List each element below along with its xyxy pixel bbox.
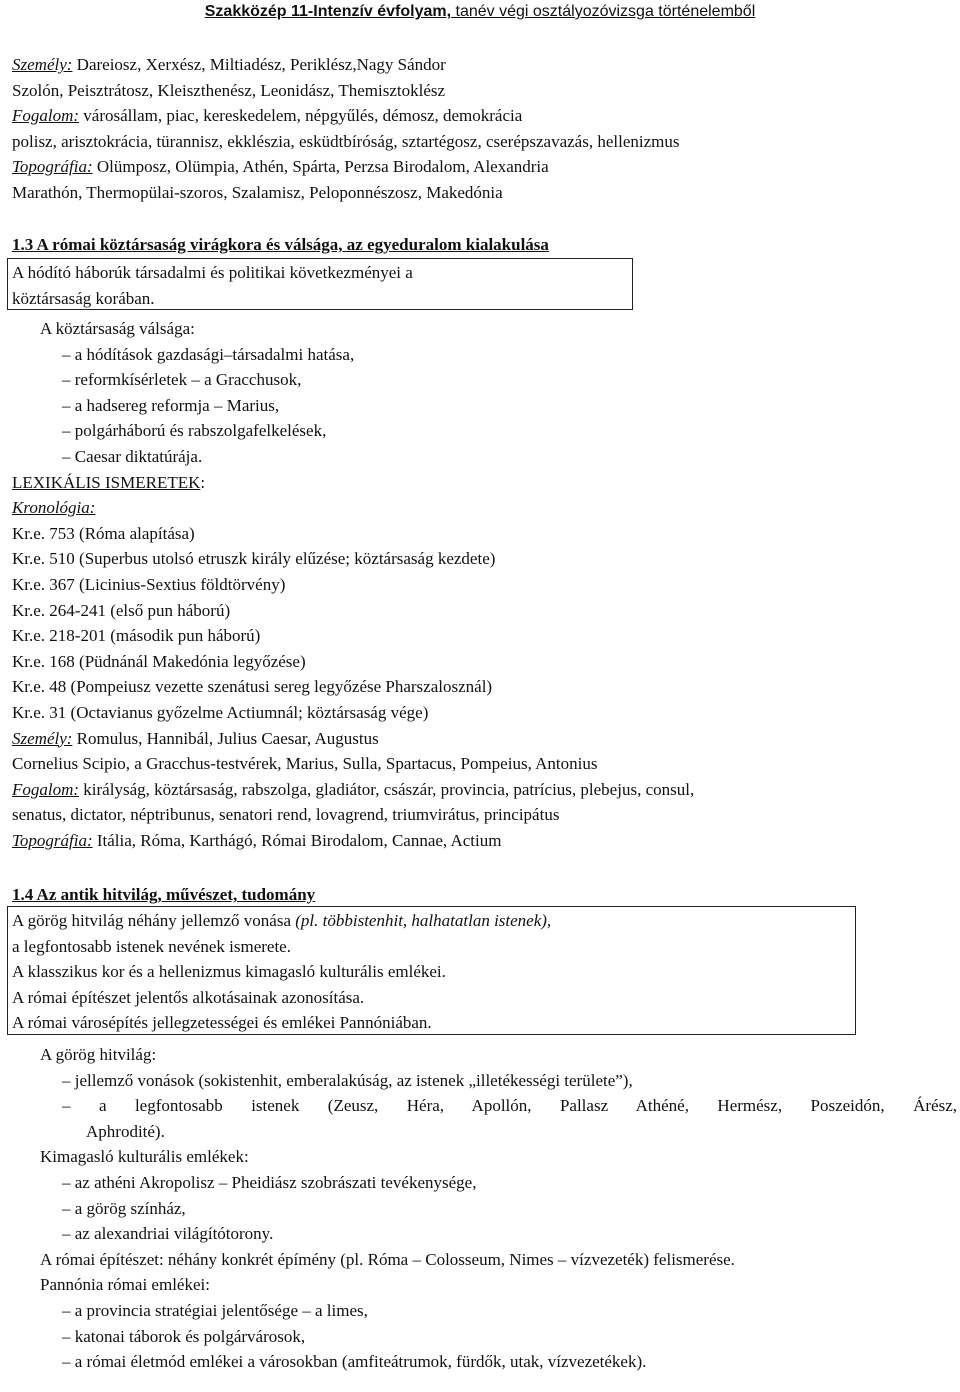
fogalom-label: Fogalom: xyxy=(12,779,80,799)
topografia-line: Topográfia: Itália, Róma, Karthágó, Római Birodalom, Cannae, Actium xyxy=(12,830,502,850)
pannonia-item: – a római életmód emlékei a városokban (amfiteátrumok, fürdők, utak, vízvezetékek). xyxy=(62,1352,647,1372)
chronology-item: Kr.e. 168 (Püdnánál Makedónia legyőzése) xyxy=(12,651,306,671)
szemely-label: Személy: xyxy=(12,55,73,74)
box-line: A görög hitvilág néhány jellemző vonása (pl. többistenhit, halhatatlan istenek), xyxy=(12,911,552,930)
section13-heading: 1.3 A római köztársaság virágkora és válsága, az egyeduralom kialakulása xyxy=(12,235,549,254)
pannonia-item: – a provincia stratégiai jelentősége – a limes, xyxy=(62,1300,368,1320)
chronology-item: Kr.e. 510 (Superbus utolsó etruszk király elűzése; köztársaság kezdete) xyxy=(12,549,496,569)
chronology-item: Kr.e. 48 (Pompeiusz vezette szenátusi sereg legyőzése Pharszalosznál) xyxy=(12,677,493,697)
epiteszet-line: A római építészet: néhány konkrét épímény (pl. Róma – Colosseum, Nimes – vízvezeték) felismerése. xyxy=(40,1249,735,1269)
box-line: A római városépítés jellegzetességei és emlékei Pannóniában. xyxy=(12,1013,432,1032)
section14-heading: 1.4 Az antik hitvilág, művészet, tudomány xyxy=(12,885,316,904)
section14-box xyxy=(7,906,856,1035)
kultura-item: – a görög színház, xyxy=(62,1198,186,1218)
chronology-item: Kr.e. 264-241 (első pun háború) xyxy=(12,600,231,620)
topografia-label: Topográfia: xyxy=(12,830,93,850)
topografia-label: Topográfia: xyxy=(12,157,93,177)
crisis-item: – a hódítások gazdasági–társadalmi hatása, xyxy=(62,344,355,364)
chronology-item: Kr.e. 367 (Licinius-Sextius földtörvény) xyxy=(12,574,286,594)
lexikalis-line: LEXIKÁLIS ISMERETEK: xyxy=(12,472,206,492)
topografia-line-2: Marathón, Thermopülai-szoros, Szalamisz, Peloponnészosz, Makedónia xyxy=(12,182,503,202)
szemely-line-2: Szolón, Peisztrátosz, Kleiszthenész, Leonidász, Themisztoklész xyxy=(12,80,446,100)
box-line: A római építészet jelentős alkotásainak azonosítása. xyxy=(12,987,365,1007)
fogalom-line-2: polisz, arisztokrácia, türannisz, ekklészia, esküdtbíróság, sztartégosz, cserépszavazás, hellenizmus xyxy=(12,131,680,151)
lexikalis-label: LEXIKÁLIS ISMERETEK xyxy=(12,472,201,492)
fogalom-line: Fogalom: városállam, piac, kereskedelem, népgyűlés, démosz, demokrácia xyxy=(12,106,523,126)
crisis-item: – polgárháború és rabszolgafelkelések, xyxy=(62,421,327,441)
box-line: a legfontosabb istenek nevének ismerete. xyxy=(12,936,291,956)
hitvilag-item: – jellemző vonások (sokistenhit, emberalakúság, az istenek „illetékességi területe”), xyxy=(62,1070,633,1090)
header-exam: tanév végi osztályozóvizsga történelemből xyxy=(451,3,756,20)
crisis-title: A köztársaság válsága: xyxy=(40,319,195,338)
section1-lexical xyxy=(12,52,957,206)
kultura-title: Kimagasló kulturális emlékek: xyxy=(40,1147,249,1167)
kronologia-line xyxy=(12,495,957,521)
szemely-line-2: Cornelius Scipio, a Gracchus-testvérek, Marius, Sulla, Spartacus, Pompeius, Antonius xyxy=(12,754,598,774)
szemely-line: Személy: Dareiosz, Xerxész, Miltiadész, Periklész,Nagy Sándor xyxy=(12,55,446,74)
hitvilag-title: A görög hitvilág: xyxy=(40,1045,157,1064)
box-line: A hódító háborúk társadalmi és politikai következményei a xyxy=(12,263,413,282)
kultura-item: – az athéni Akropolisz – Pheidiász szobrászati tevékenysége, xyxy=(62,1172,477,1192)
crisis-item: – reformkísérletek – a Gracchusok, xyxy=(62,370,302,390)
chronology-item: Kr.e. 753 (Róma alapítása) xyxy=(12,523,195,543)
chronology-item: Kr.e. 218-201 (második pun háború) xyxy=(12,626,261,646)
box-line: A klasszikus kor és a hellenizmus kimagasló kulturális emlékei. xyxy=(12,962,446,981)
fogalom-line: Fogalom: királyság, köztársaság, rabszolga, gladiátor, császár, provincia, patrícius, plebejus, consul, xyxy=(12,779,695,799)
header-course: Szakközép 11-Intenzív évfolyam, xyxy=(204,3,452,20)
topografia-line: Topográfia: Olümposz, Olümpia, Athén, Spárta, Perzsa Birodalom, Alexandria xyxy=(12,157,549,177)
szemely-label: Személy: xyxy=(12,728,73,748)
crisis-item: – Caesar diktatúrája. xyxy=(62,446,203,466)
fogalom-label: Fogalom: xyxy=(12,106,80,126)
box-line: köztársaság korában. xyxy=(12,288,155,308)
section13-content xyxy=(12,316,957,853)
section13-box xyxy=(7,258,633,310)
pannonia-title: Pannónia római emlékei: xyxy=(40,1275,210,1295)
hitvilag-item-cont: Aphrodité). xyxy=(86,1121,165,1141)
crisis-item: – a hadsereg reformja – Marius, xyxy=(62,395,280,415)
kultura-item: – az alexandriai világítótorony. xyxy=(62,1224,274,1244)
page-header xyxy=(0,2,960,22)
pannonia-item: – katonai táborok és polgárvárosok, xyxy=(62,1326,306,1346)
chronology-item: Kr.e. 31 (Octavianus győzelme Actiumnál; köztársaság vége) xyxy=(12,702,429,722)
section14-content xyxy=(12,1042,957,1375)
szemely-line: Személy: Romulus, Hannibál, Julius Caesar, Augustus xyxy=(12,728,379,748)
kronologia-label: Kronológia: xyxy=(12,498,96,518)
fogalom-line-2: senatus, dictator, néptribunus, senatori rend, lovagrend, triumvirátus, principátus xyxy=(12,805,560,825)
hitvilag-item: – a legfontosabb istenek (Zeusz, Héra, Apollón, Pallasz Athéné, Hermész, Poszeidón, Árész, xyxy=(62,1096,957,1116)
